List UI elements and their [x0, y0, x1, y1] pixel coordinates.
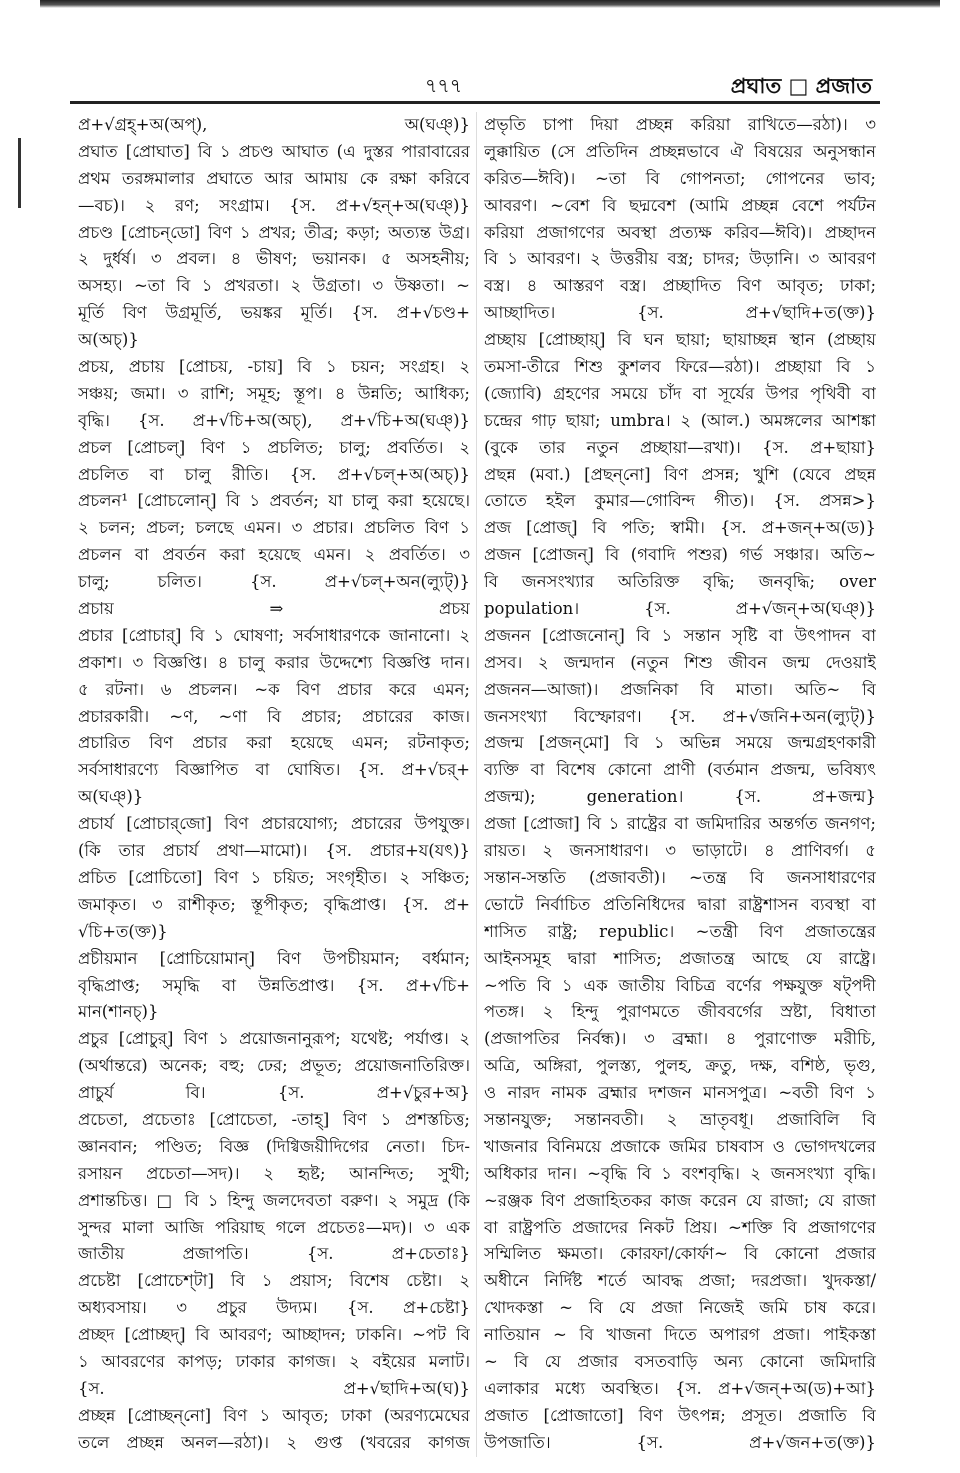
dictionary-line: প্র+√গ্রহ্+অ(অপ্), অ(ঘঞ্)}	[78, 115, 470, 134]
dictionary-line: প্রজা [প্রোজা] বি ১ রাষ্ট্রের বা জমিদারির অন্তর্গত জনগণ;	[484, 814, 876, 834]
dictionary-line: √চি+ত(ক্ত)}	[78, 921, 168, 941]
dictionary-line: বি ১ আবরণ। ২ উত্তরীয় বস্ত্র; চাদর; উড়ানি। ৩ আবরণ	[484, 249, 876, 269]
dictionary-line: সুন্দর মালা আজি পরিয়াছ গলে প্রচেতঃ—মদ)। ৩ এক	[78, 1217, 470, 1237]
dictionary-line: প্রজনন—আজা)। প্রজনিকা বি মাতা। অতি~ বি	[484, 679, 876, 699]
dictionary-line: প্রচার [প্রোচার্] বি ১ ঘোষণা; সর্বসাধারণকে জানানো। ২	[78, 625, 470, 645]
dictionary-line: প্রচীয়মান [প্রোচিয়োমান্] বিণ উপচীয়মান; বর্ধমান;	[78, 948, 470, 968]
dictionary-line: প্রচ্ছন্ন [প্রোচ্ছন্‌নো] বিণ ১ আবৃত; ঢাকা (অরণ্যমেঘের	[78, 1405, 470, 1425]
dictionary-line: ১ আবরণের কাপড়; ঢাকার কাগজ। ২ বইয়ের মলাট।	[78, 1351, 470, 1371]
dictionary-line: খাজনার বিনিময়ে প্রজাকে জমির চাষবাস ও ভোগদখলের	[484, 1136, 876, 1156]
dictionary-line: বৃদ্ধি। {স. প্র+√চি+অ(অচ্), প্র+√চি+অ(ঘঞ্)}	[78, 410, 470, 430]
dictionary-line: প্রচার্য [প্রোচার্‌জো] বিণ প্রচারযোগ্য; প্রচারের উপযুক্ত।	[78, 814, 470, 834]
dictionary-line: সঞ্চয়; জমা। ৩ রাশি; সমূহ; স্তূপ। ৪ উন্নতি; আধিক্য;	[78, 383, 470, 403]
scan-top-border	[40, 0, 940, 8]
dictionary-line: অ(অচ্)}	[78, 330, 139, 350]
dictionary-line: প্রজনন [প্রোজনোন্] বি ১ সন্তান সৃষ্টি বা উৎপাদন বা	[484, 625, 876, 645]
dictionary-line: পতঙ্গ। ২ হিন্দু পুরাণমতে জীববর্গের স্রষ্টা, বিধাতা	[484, 1002, 876, 1022]
dictionary-line: অত্রি, অঙ্গিরা, পুলস্ত্য, পুলহ, ক্রতু, দক্ষ, বশিষ্ঠ, ভৃগু,	[484, 1056, 876, 1076]
dictionary-line: প্রচলন বা প্রবর্তন করা হয়েছে এমন। ২ প্রবর্তিত। ৩	[78, 545, 470, 565]
dictionary-line: সন্তানযুক্ত; সন্তানবতী। ২ ভ্রাতৃবধূ। প্রজাবিলি বি	[484, 1109, 876, 1129]
dictionary-line: বস্ত্র। ৪ আস্তরণ বস্ত্র। প্রচ্ছাদিত বিণ আবৃত; ঢাকা;	[484, 276, 876, 296]
dictionary-line: ও নারদ নামক ব্রহ্মার দশজন মানসপুত্র। ~বতী বিণ ১	[484, 1083, 876, 1103]
dictionary-line: প্রচয়, প্রচায় [প্রোচয়, -চায়] বি ১ চয়ন; সংগ্রহ। ২	[78, 357, 470, 377]
dictionary-line: তোতে হইল কুমার—গোবিন্দ গীত)। {স. প্রসন্ন>}	[484, 491, 876, 511]
dictionary-line: ব্যক্তি বা বিশেষ কোনো প্রাণী (বর্তমান প্রজন্ম, ভবিষ্যৎ	[484, 760, 876, 780]
right-column	[484, 112, 876, 1457]
dictionary-line: ~রঞ্জক বিণ প্রজাহিতকর কাজ করেন যে রাজা; যে রাজা	[484, 1190, 876, 1210]
dictionary-line: প্রাচুর্য বি। {স. প্র+√চুর+অ}	[78, 1083, 470, 1103]
dictionary-line: রায়ত। ২ জনসাধারণ। ৩ ভাড়াটে। ৪ প্রাণিবর্গ। ৫	[484, 841, 876, 861]
dictionary-line: জ্ঞানবান; পণ্ডিত; বিজ্ঞ (দিগ্বিজয়ীদিগের নেতা। চিদ-	[78, 1136, 470, 1156]
dictionary-line: করিয়া প্রজাগণের অবস্থা প্রত্যক্ষ করিব—ঈবি)। প্রচ্ছাদন	[484, 222, 876, 242]
dictionary-line: তলে প্রচ্ছন্ন অনল—রঠা)। ২ গুপ্ত (খবরের কাগজ	[78, 1432, 470, 1452]
dictionary-line: (প্রজাপতির নির্বন্ধ)। ৩ ব্রহ্মা। ৪ পুরাণোক্ত মরীচি,	[484, 1029, 876, 1049]
dictionary-line: প্রচুর [প্রোচুর্] বিণ ১ প্রয়োজনানুরূপ; যথেষ্ট; পর্যাপ্ত। ২	[78, 1029, 470, 1049]
dictionary-line: বি জনসংখ্যার অতিরিক্ত বৃদ্ধি; জনবৃদ্ধি; over	[484, 572, 876, 592]
dictionary-line: ~ বি যে প্রজার বসতবাড়ি অন্য কোনো জমিদারি	[484, 1351, 876, 1371]
dictionary-line: বা রাষ্ট্রপতি প্রজাদের নিকট প্রিয়। ~শক্তি বি প্রজাগণের	[484, 1217, 876, 1237]
dictionary-line: এলাকার মধ্যে অবস্থিত। {স. প্র+√জন্+অ(ড)+আ}	[484, 1378, 876, 1398]
scan-margin-mark	[18, 138, 21, 208]
dictionary-line: অধিকার দান। ~বৃদ্ধি বি ১ বংশবৃদ্ধি। ২ জনসংখ্যা বৃদ্ধি।	[484, 1163, 876, 1183]
dictionary-line: প্রছন্ন (মবা.) [প্রছন্‌নো] বিণ প্রসন্ন; খুশি (যেবে প্রছন্ন	[484, 464, 876, 484]
dictionary-line: জনসংখ্যা বিস্ফোরণ। {স. প্র+√জনি+অন(ল্যুট্)}	[484, 706, 876, 726]
dictionary-line: ভোটে নির্বাচিত প্রতিনিধিদের দ্বারা রাষ্ট্রশাসন ব্যবস্থা বা	[484, 894, 876, 914]
header-rule	[70, 101, 880, 104]
dictionary-line: চন্দ্রের গাঢ় ছায়া; umbra। ২ (আল.) অমঙ্গলের আশঙ্কা	[484, 410, 876, 430]
dictionary-line: (বুকে তার নতুন প্রচ্ছায়া—রখা)। {স. প্র+ছায়া}	[484, 437, 876, 457]
dictionary-line: শাসিত রাষ্ট্র; republic। ~তন্ত্রী বিণ প্রজাতন্ত্রের	[484, 921, 876, 941]
dictionary-line: প্রভৃতি চাপা দিয়া প্রচ্ছন্ন করিয়া রাখিতে—রঠা)। ৩	[484, 115, 876, 134]
dictionary-line: প্রচণ্ড [প্রোচন্‌ডো] বিণ ১ প্রখর; তীব্র; কড়া; অত্যন্ত উগ্র।	[78, 222, 470, 242]
dictionary-line: জাতীয় প্রজাপতি। {স. প্র+চেতাঃ}	[78, 1244, 470, 1264]
dictionary-line: অধ্যবসায়। ৩ প্রচুর উদ্যম। {স. প্র+চেষ্টা}	[78, 1298, 470, 1318]
dictionary-line: প্রচারিত বিণ প্রচার করা হয়েছে এমন; রটনাকৃত;	[78, 733, 470, 753]
dictionary-line: প্রচারকারী। ~ণ, ~ণা বি প্রচার; প্রচারের কাজ।	[78, 706, 470, 726]
page-number: ৭৭৭	[425, 75, 463, 97]
dictionary-line: প্রচল [প্রোচল্] বিণ ১ প্রচলিত; চালু; প্রবর্তিত। ২	[78, 437, 470, 457]
dictionary-line: (অর্থান্তরে) অনেক; বহু; ঢের; প্রভূত; প্রয়োজনাতিরিক্ত।	[78, 1056, 470, 1076]
dictionary-line: অধীনে নির্দিষ্ট শর্তে আবদ্ধ প্রজা; দরপ্রজা। খুদকস্তা/	[484, 1271, 876, 1291]
dictionary-line: অসহ্য। ~তা বি ১ প্রখরতা। ২ উগ্রতা। ৩ উষ্ণতা। ~	[78, 276, 470, 296]
dictionary-line: মান(শানচ্)}	[78, 1002, 159, 1022]
dictionary-line: প্রচেতা, প্রচেতাঃ [প্রোচেতা, -তাহ্] বিণ ১ প্রশস্তচিত্ত;	[78, 1109, 470, 1129]
dictionary-line: করিত—ঈবি)। ~তা বি গোপনতা; গোপনের ভাব;	[484, 168, 876, 188]
dictionary-line: চালু; চলিত। {স. প্র+√চল্+অন(ল্যুট্)}	[78, 572, 470, 592]
dictionary-line: ২ দুর্ধর্ষ। ৩ প্রবল। ৪ ভীষণ; ভয়ানক। ৫ অসহনীয়;	[78, 249, 470, 269]
dictionary-line: তমসা-তীরে শিশু কুশলব ফিরে—রঠা)। প্রচ্ছায়া বি ১	[484, 357, 876, 377]
dictionary-line: প্রচ্ছায় [প্রোচ্ছায়্] বি ঘন ছায়া; ছায়াচ্ছন্ন স্থান (প্রচ্ছায়	[484, 330, 876, 350]
dictionary-line: জমাকৃত। ৩ রাশীকৃত; স্তূপীকৃত; বৃদ্ধিপ্রাপ্ত। {স. প্র+	[78, 894, 470, 914]
dictionary-line: আচ্ছাদিত। {স. প্র+√ছাদি+ত(ক্ত)}	[484, 303, 876, 323]
dictionary-line: population। {স. প্র+√জন্+অ(ঘঞ্)}	[484, 599, 876, 619]
dictionary-line: প্রজন [প্রোজন্] বি (গবাদি পশুর) গর্ভ সঞ্চার। অতি~	[484, 545, 876, 565]
dictionary-line: বৃদ্ধিপ্রাপ্ত; সমৃদ্ধি বা উন্নতিপ্রাপ্ত। {স. প্র+√চি+	[78, 975, 470, 995]
dictionary-line: প্রচেষ্টা [প্রোচেশ্‌টা] বি ১ প্রয়াস; বিশেষ চেষ্টা। ২	[78, 1271, 470, 1291]
dictionary-line: প্রজাত [প্রোজাতো] বিণ উৎপন্ন; প্রসূত। প্রজাতি বি	[484, 1405, 876, 1425]
dictionary-line: উপজাতি। {স. প্র+√জন+ত(ক্ত)}	[484, 1432, 876, 1452]
dictionary-line: প্রচলন¹ [প্রোচলোন্] বি ১ প্রবর্তন; যা চালু করা হয়েছে।	[78, 491, 470, 511]
dictionary-line: ২ চলন; প্রচল; চলছে এমন। ৩ প্রচার। প্রচলিত বিণ ১	[78, 518, 470, 538]
dictionary-line: প্রচলিত বা চালু রীতি। {স. প্র+√চল্+অ(অচ্)}	[78, 464, 470, 484]
guide-words: প্রঘাত □ প্রজাত	[730, 73, 872, 98]
dictionary-line: ~পতি বি ১ এক জাতীয় বিচিত্র বর্ণের পক্ষযুক্ত ষট্পদী	[484, 975, 876, 995]
dictionary-line: অ(ঘঞ্)}	[78, 787, 144, 807]
dictionary-line: আইনসমূহ দ্বারা শাসিত; প্রজাতন্ত্র আছে যে রাষ্ট্রে।	[484, 948, 876, 968]
column-divider	[476, 112, 477, 1457]
dictionary-line: প্রচ্ছদ [প্রোচ্ছদ্] বি আবরণ; আচ্ছাদন; ঢাকনি। ~পট বি	[78, 1325, 470, 1345]
dictionary-line: প্রসব। ২ জন্মদান (নতুন শিশু জীবন জন্ম দেওয়াই	[484, 652, 876, 672]
dictionary-line: প্রঘাত [প্রোঘাত] বি ১ প্রচণ্ড আঘাত (এ দুস্তর পারাবারের	[78, 141, 470, 161]
dictionary-line: সন্তান-সন্ততি (প্রজাবতী)। ~তন্ত্র বি জনসাধারণের	[484, 867, 876, 887]
dictionary-line: প্রকাশ। ৩ বিজ্ঞপ্তি। ৪ চালু করার উদ্দেশ্যে বিজ্ঞপ্তি দান।	[78, 652, 470, 672]
dictionary-line: প্রথম তরঙ্গমালার প্রঘাতে আর আমায় কে রক্ষা করিবে	[78, 168, 470, 188]
dictionary-line: খোদকস্তা ~ বি যে প্রজা নিজেই জমি চাষ করে।	[484, 1298, 876, 1318]
left-column	[78, 112, 470, 1457]
dictionary-line: মূর্তি বিণ উগ্রমূর্তি, ভয়ঙ্কর মূর্তি। {স. প্র+√চণ্ড+	[78, 303, 470, 323]
dictionary-line: প্রচায় ⇒ প্রচয়	[78, 599, 470, 619]
dictionary-line: (জ্যোবি) গ্রহণের সময়ে চাঁদ বা সূর্যের উপর পৃথিবী বা	[484, 383, 876, 403]
dictionary-line: নাতিয়ান ~ বি খাজনা দিতে অপারগ প্রজা। পাইকস্তা	[484, 1325, 876, 1345]
dictionary-line: রসায়ন প্রচেতা—সদ)। ২ হৃষ্ট; আনন্দিত; সুখী;	[78, 1163, 470, 1183]
dictionary-line: ৫ রটনা। ৬ প্রচলন। ~ক বিণ প্রচার করে এমন;	[78, 679, 470, 699]
dictionary-line: আবরণ। ~বেশ বি ছদ্মবেশ (আমি প্রচ্ছন্ন বেশে পর্যটন	[484, 195, 876, 215]
dictionary-line: প্রজন্ম [প্রজন্‌মো] বি ১ অভিন্ন সময়ে জন্মগ্রহণকারী	[484, 733, 876, 753]
dictionary-line: সর্বসাধারণ্যে বিজ্ঞাপিত বা ঘোষিত। {স. প্র+√চর্+	[78, 760, 470, 780]
dictionary-line: সম্মিলিত ক্ষমতা। কোরফা/কোর্ফা~ বি কোনো প্রজার	[484, 1244, 876, 1264]
dictionary-line: প্রচিত [প্রোচিতো] বিণ ১ চয়িত; সংগৃহীত। ২ সঞ্চিত;	[78, 867, 470, 887]
dictionary-line: —বচ)। ২ রণ; সংগ্রাম। {স. প্র+√হন্+অ(ঘঞ্)}	[78, 195, 470, 215]
dictionary-line: প্রজন্ম); generation। {স. প্র+জন্ম}	[484, 787, 876, 807]
dictionary-line: {স. প্র+√ছাদি+অ(ঘ)}	[78, 1378, 470, 1398]
dictionary-line: প্রশান্তচিত্ত। □ বি ১ হিন্দু জলদেবতা বরুণ। ২ সমুদ্র (কি	[78, 1190, 470, 1210]
dictionary-line: লুক্কায়িত (সে প্রতিদিন প্রচ্ছন্নভাবে ঐ বিষয়ের অনুসন্ধান	[484, 141, 876, 161]
dictionary-line: (কি তার প্রচার্য প্রথা—মামো)। {স. প্রচার+য(যৎ)}	[78, 841, 470, 861]
dictionary-line: প্রজ [প্রোজ্] বি পতি; স্বামী। {স. প্র+জন্+অ(ড)}	[484, 518, 876, 538]
